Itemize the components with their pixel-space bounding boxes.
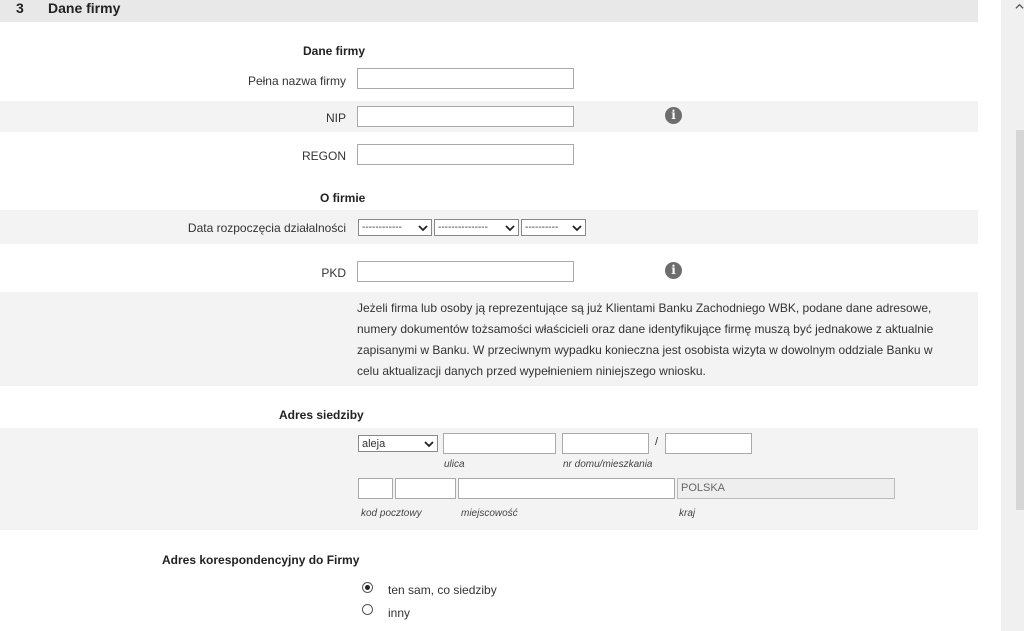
start-month-select[interactable] [434, 219, 519, 236]
o-firmie-heading: O firmie [320, 191, 366, 205]
postal-hint: kod pocztowy [361, 508, 422, 519]
pkd-input[interactable] [357, 261, 574, 282]
nip-input[interactable] [357, 106, 574, 127]
number-separator: / [655, 436, 659, 448]
street-input[interactable] [443, 433, 556, 454]
chevron-up-icon[interactable] [1015, 2, 1024, 11]
country-hint: kraj [679, 508, 696, 519]
scrollbar-thumb[interactable] [1016, 130, 1024, 510]
postal-code-part2-input[interactable] [395, 478, 456, 499]
info-icon[interactable]: i [665, 262, 682, 279]
full-name-label: Pełna nazwa firmy [247, 74, 346, 88]
pkd-label: PKD [321, 266, 346, 280]
start-day-value: ------------ [362, 222, 402, 233]
regon-input[interactable] [357, 144, 574, 165]
street-type-select[interactable] [358, 435, 438, 452]
dane-firmy-heading: Dane firmy [303, 44, 366, 58]
country-value: POLSKA [681, 482, 726, 494]
house-number-input[interactable] [562, 433, 649, 454]
section-header [0, 0, 978, 22]
radio-other-address-label[interactable]: inny [388, 606, 411, 620]
chevron-down-icon [418, 223, 428, 233]
start-year-select[interactable] [521, 219, 586, 236]
section-title: Dane firmy [48, 0, 121, 16]
nip-label: NIP [325, 111, 346, 125]
info-icon[interactable]: i [665, 107, 682, 124]
regon-label: REGON [301, 149, 346, 163]
apartment-number-input[interactable] [665, 433, 752, 454]
chevron-down-icon [424, 439, 434, 449]
street-hint: ulica [444, 459, 465, 470]
adres-heading: Adres siedziby [279, 408, 364, 422]
country-input[interactable] [677, 478, 895, 499]
radio-same-address-label[interactable]: ten sam, co siedziby [388, 583, 497, 597]
radio-same-address[interactable] [362, 582, 373, 593]
city-hint: miejscowość [461, 508, 518, 519]
radio-other-address[interactable] [362, 604, 373, 615]
start-year-value: ---------- [525, 222, 559, 233]
section-number: 3 [16, 0, 24, 16]
radio-selected-dot [365, 585, 370, 590]
start-month-value: --------------- [438, 222, 488, 233]
city-input[interactable] [458, 478, 675, 499]
chevron-down-icon [572, 223, 582, 233]
postal-code-part1-input[interactable] [358, 478, 393, 499]
start-day-select[interactable] [358, 219, 432, 236]
bank-note: Jeżeli firma lub osoby ją reprezentujące są już Klientami Banku Zachodniego WBK, podane dane adresowe, numery dokumentów tożsamości właścicieli oraz dane identyfikujące firmę muszą być jednakowe z aktualnie zapisanymi w Banku. W przeciwnym wypadku konieczna jest osobista wizyta w dowolnym oddziale Banku w celu aktualizacji danych przed wypełnieniem niniejszego wniosku. [357, 301, 934, 378]
korespondencja-heading: Adres korespondencyjny do Firmy [162, 553, 360, 567]
start-date-label: Data rozpoczęcia działalności [187, 221, 346, 235]
number-hint: nr domu/mieszkania [563, 459, 653, 470]
chevron-down-icon [505, 223, 515, 233]
full-name-input[interactable] [357, 68, 574, 89]
street-type-value: aleja [362, 438, 386, 450]
